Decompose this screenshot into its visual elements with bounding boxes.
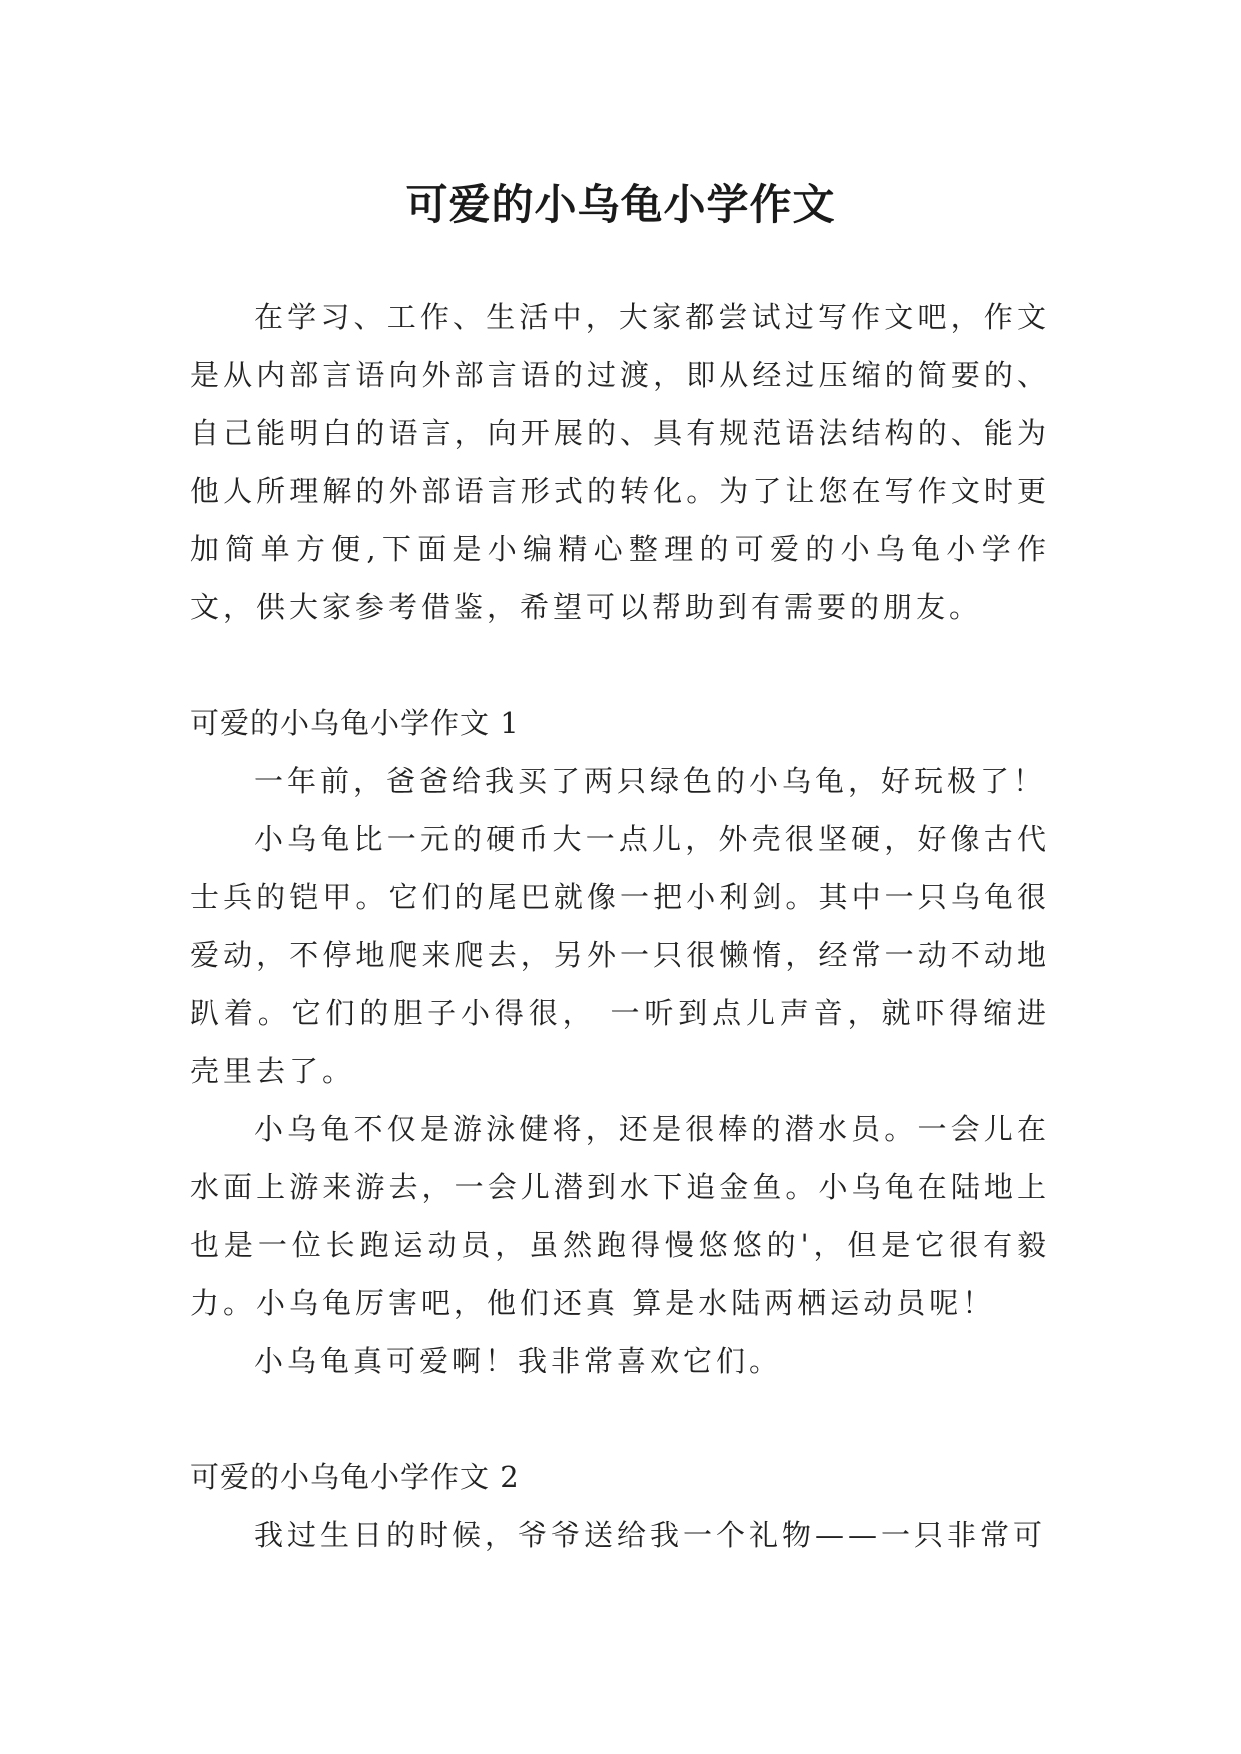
body-paragraph: 我过生日的时候，爷爷送给我一个礼物——一只非常可 — [254, 1518, 1047, 1552]
section-heading: 可爱的小乌龟小学作文 2 — [190, 1460, 520, 1494]
intro-block — [190, 288, 1050, 636]
essay-section-1 — [190, 694, 1050, 1390]
essay-section-2 — [190, 1448, 1050, 1564]
intro-paragraph: 在学习、工作、生活中，大家都尝试过写作文吧，作文是从内部言语向外部言语的过渡，即从经过压缩的简要的、自己能明白的语言，向开展的、具有规范语法结构的、能为他人所理解的外部语言形式的转化。为了让您在写作文时更加简单方便,下面是小编精心整理的可爱的小乌龟小学作文，供大家参考借鉴，希望可以帮助到有需要的朋友。 — [190, 300, 1050, 624]
document-title: 可爱的小乌龟小学作文 — [405, 180, 836, 230]
section-heading: 可爱的小乌龟小学作文 1 — [190, 706, 520, 740]
body-paragraph: 小乌龟不仅是游泳健将，还是很棒的潜水员。一会儿在水面上游来游去，一会儿潜到水下追金鱼。小乌龟在陆地上也是一位长跑运动员，虽然跑得慢悠悠的'，但是它很有毅力。小乌龟厉害吧，他们还真 算是水陆两栖运动员呢！ — [190, 1112, 1050, 1320]
body-paragraph: 小乌龟比一元的硬币大一点儿，外壳很坚硬，好像古代士兵的铠甲。它们的尾巴就像一把小利剑。其中一只乌龟很爱动，不停地爬来爬去，另外一只很懒惰，经常一动不动地趴着。它们的胆子小得很， 一听到点儿声音，就吓得缩进壳里去了。 — [190, 822, 1050, 1088]
body-paragraph: 一年前，爸爸给我买了两只绿色的小乌龟，好玩极了！ — [254, 764, 1047, 798]
body-paragraph: 小乌龟真可爱啊！我非常喜欢它们。 — [254, 1344, 783, 1378]
